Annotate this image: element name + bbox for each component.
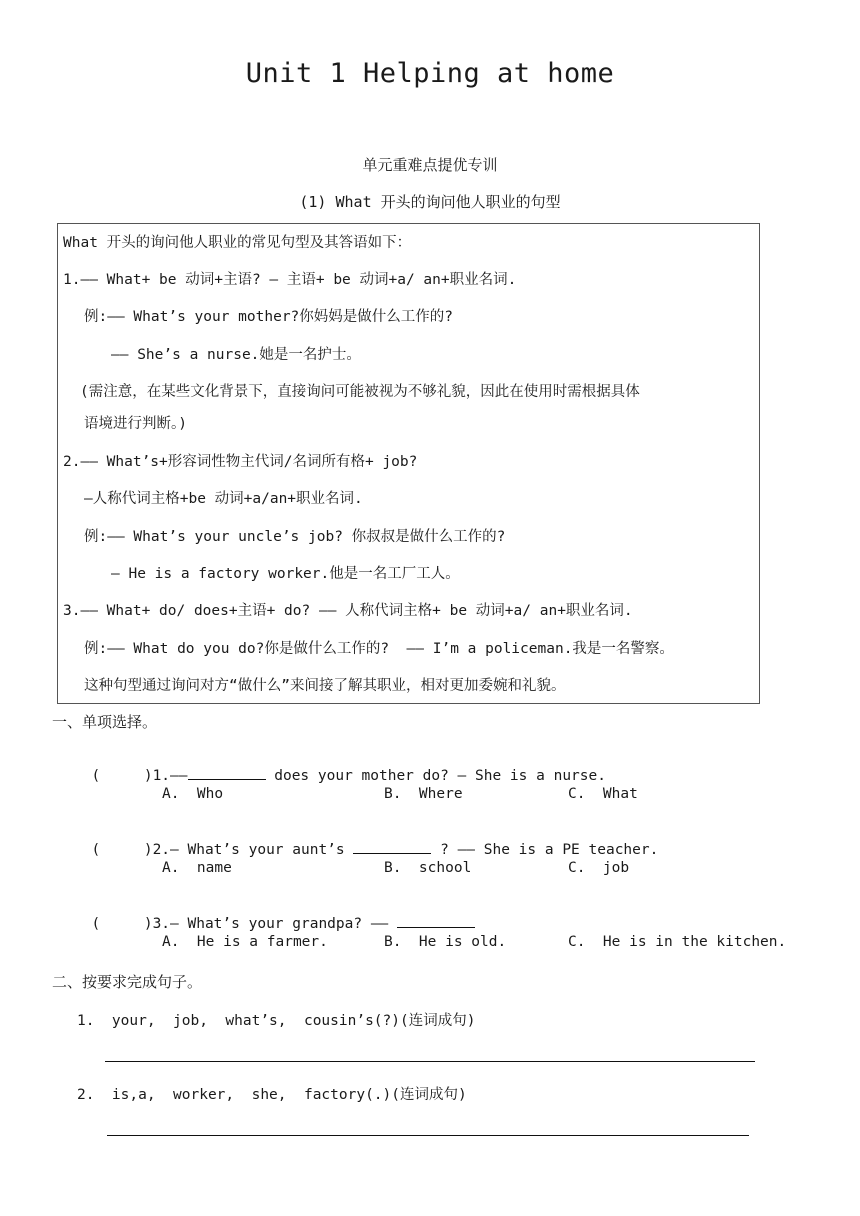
note-line-1: (需注意，在某些文化背景下，直接询问可能被视为不够礼貌，因此在使用时需根据具体 — [80, 384, 640, 400]
question-1-suffix: does your mother do? — She is a nurse. — [274, 768, 606, 784]
option-c[interactable]: C. What — [568, 786, 638, 802]
pattern-1: 1.—— What+ be 动词+主语? — 主语+ be 动词+a/ an+职业名词. — [63, 272, 517, 288]
sentence-task-2: 2. is,a, worker, she, factory(.)(连词成句) — [77, 1087, 467, 1103]
option-a[interactable]: A. He is a farmer. — [162, 934, 328, 950]
box-intro: What 开头的询问他人职业的常见句型及其答语如下： — [63, 235, 412, 251]
answer-bracket[interactable]: ( ) — [91, 768, 153, 784]
fill-blank[interactable] — [188, 765, 266, 780]
pattern-1-example-answer: —— She’s a nurse.她是一名护士。 — [111, 347, 361, 363]
answer-bracket[interactable]: ( ) — [91, 842, 153, 858]
pattern-2: 2.—— What’s+形容词性物主代词/名词所有格+ job? — [63, 454, 418, 470]
part-1-heading: 一、单项选择。 — [52, 713, 158, 731]
option-c[interactable]: C. job — [568, 860, 630, 876]
page-subtitle: 单元重难点提优专训 — [362, 156, 498, 174]
pattern-1-example-question: 例:—— What’s your mother?你妈妈是做什么工作的? — [84, 309, 454, 325]
question-1 — [74, 749, 606, 784]
pattern-2-example-answer: — He is a factory worker.他是一名工厂工人。 — [111, 566, 460, 582]
option-a[interactable]: A. name — [162, 860, 232, 876]
question-3 — [74, 897, 475, 932]
question-1-prefix: 1.—— — [152, 768, 188, 784]
answer-line-2[interactable] — [107, 1135, 749, 1136]
fill-blank[interactable] — [353, 839, 431, 854]
answer-line-1[interactable] — [105, 1061, 755, 1062]
pattern-3-example: 例:—— What do you do?你是做什么工作的? —— I’m a policeman.我是一名警察。 — [84, 641, 674, 657]
sentence-task-1: 1. your, job, what’s, cousin’s(?)(连词成句) — [77, 1013, 476, 1029]
pattern-3-note: 这种句型通过询问对方“做什么”来间接了解其职业，相对更加委婉和礼貌。 — [84, 678, 566, 694]
section-heading: (1) What 开头的询问他人职业的句型 — [299, 193, 561, 211]
pattern-2-example-question: 例:—— What’s your uncle’s job? 你叔叔是做什么工作的? — [84, 529, 506, 545]
question-2-prefix: 2.— What’s your aunt’s — [152, 842, 345, 858]
page-title: Unit 1 Helping at home — [245, 58, 615, 89]
question-2 — [74, 823, 658, 858]
option-a[interactable]: A. Who — [162, 786, 224, 802]
option-b[interactable]: B. school — [384, 860, 472, 876]
option-b[interactable]: B. Where — [384, 786, 463, 802]
question-3-prefix: 3.— What’s your grandpa? —— — [152, 916, 389, 932]
pattern-3: 3.—— What+ do/ does+主语+ do? —— 人称代词主格+ be 动词+a/ an+职业名词. — [63, 603, 633, 619]
question-2-suffix: ? —— She is a PE teacher. — [440, 842, 659, 858]
note-line-2: 语境进行判断。) — [84, 416, 187, 432]
part-2-heading: 二、按要求完成句子。 — [52, 973, 203, 991]
fill-blank[interactable] — [397, 913, 475, 928]
option-c[interactable]: C. He is in the kitchen. — [568, 934, 787, 950]
pattern-2-answer: —人称代词主格+be 动词+a/an+职业名词. — [84, 491, 363, 507]
answer-bracket[interactable]: ( ) — [91, 916, 153, 932]
option-b[interactable]: B. He is old. — [384, 934, 507, 950]
